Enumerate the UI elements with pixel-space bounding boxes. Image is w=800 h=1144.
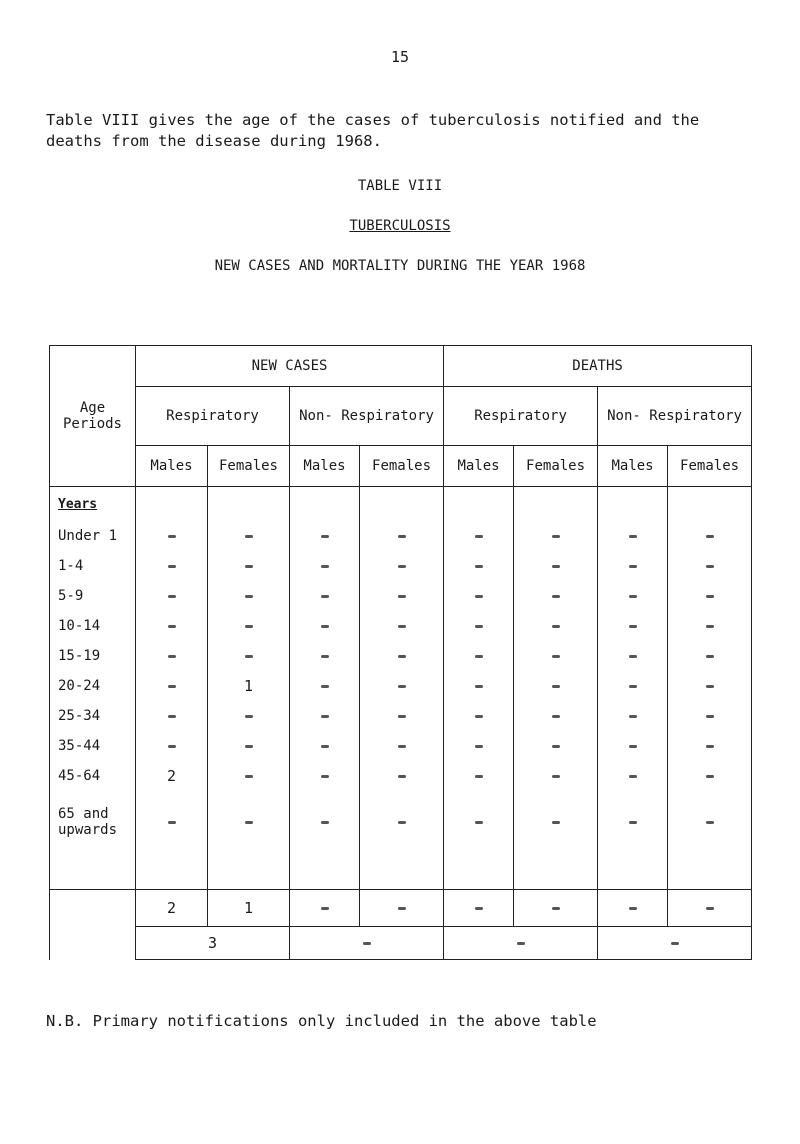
dash-mark [629,775,637,778]
value-cell [668,581,752,611]
value-cell: 1 [208,671,290,701]
value-cell [208,731,290,761]
table-subtitle: NEW CASES AND MORTALITY DURING THE YEAR 1968 [214,258,586,274]
value-cell [136,611,208,641]
age-period-cell: 10-14 [50,611,136,641]
females-header: Females [668,446,752,487]
value-cell [136,671,208,701]
value-cell [444,671,514,701]
age-period-cell: 35-44 [50,731,136,761]
dash-mark [398,775,406,778]
years-label: Years [58,497,98,512]
dash-mark [398,685,406,688]
dash-mark [629,745,637,748]
value-cell [290,611,360,641]
total-value-cell [598,890,668,927]
dash-mark [245,821,253,824]
dash-mark [168,745,176,748]
dash-mark [706,907,714,910]
new-cases-non-respiratory-header: Non- Respiratory [290,387,444,446]
dash-mark [629,821,637,824]
value-cell [444,731,514,761]
value-cell [514,581,598,611]
males-header: Males [598,446,668,487]
total-value-cell [514,890,598,927]
table-row [50,701,752,731]
dash-mark [706,821,714,824]
value-cell [514,791,598,853]
value-cell [208,551,290,581]
females-header: Females [360,446,444,487]
dash-mark [629,655,637,658]
totals-by-sex-row [50,890,752,927]
value-cell [444,521,514,551]
males-header: Males [444,446,514,487]
dash-mark [245,715,253,718]
females-header: Females [514,446,598,487]
footnote: N.B. Primary notifications only included in the above table [46,1012,597,1030]
value-cell [290,521,360,551]
dash-mark [629,907,637,910]
combined-total-cell: 3 [136,927,290,960]
combined-total-cell [290,927,444,960]
dash-mark [398,595,406,598]
dash-mark [321,625,329,628]
dash-mark [475,745,483,748]
dash-mark [706,655,714,658]
value-cell [668,641,752,671]
total-value-cell [444,890,514,927]
dash-mark [475,625,483,628]
value-cell [136,581,208,611]
totals-combined-row [50,927,752,960]
value-cell [360,521,444,551]
dash-mark [398,907,406,910]
dash-mark [321,655,329,658]
value-cell [598,701,668,731]
dash-mark [629,565,637,568]
value-cell [208,701,290,731]
males-header: Males [136,446,208,487]
dash-mark [706,565,714,568]
dash-mark [475,685,483,688]
value-cell [208,611,290,641]
value-cell [290,641,360,671]
new-cases-respiratory-header: Respiratory [136,387,290,446]
value-cell [444,551,514,581]
dash-mark [475,821,483,824]
table-row [50,671,752,701]
value-cell [668,671,752,701]
value-cell [208,581,290,611]
dash-mark [475,715,483,718]
value-cell [208,521,290,551]
table-row [50,731,752,761]
value-cell [444,791,514,853]
age-period-cell: Under 1 [50,521,136,551]
dash-mark [629,685,637,688]
dash-mark [475,595,483,598]
dash-mark [552,685,560,688]
value-cell [290,581,360,611]
dash-mark [552,775,560,778]
value-cell [598,731,668,761]
value-cell [136,701,208,731]
dash-mark [552,715,560,718]
table-row [50,521,752,551]
age-period-cell: 5-9 [50,581,136,611]
value-cell [514,731,598,761]
dash-mark [552,595,560,598]
dash-mark [398,715,406,718]
dash-mark [168,685,176,688]
dash-mark [398,535,406,538]
age-period-cell: 25-34 [50,701,136,731]
value-cell [360,791,444,853]
dash-mark [245,625,253,628]
dash-mark [168,821,176,824]
dash-mark [475,535,483,538]
dash-mark [706,595,714,598]
dash-mark [363,942,371,945]
males-header: Males [290,446,360,487]
value-cell [136,731,208,761]
table-row [50,641,752,671]
value-cell [598,641,668,671]
dash-mark [168,565,176,568]
dash-mark [398,745,406,748]
value-cell [208,641,290,671]
value-cell [598,671,668,701]
dash-mark [517,942,525,945]
value-cell [514,701,598,731]
data-rows [50,521,752,853]
value-cell [136,551,208,581]
table-row [50,611,752,641]
value-cell [598,611,668,641]
dash-mark [398,625,406,628]
dash-mark [398,565,406,568]
value-cell [360,731,444,761]
combined-total-cell [444,927,598,960]
age-period-cell: 65 and upwards [50,791,136,853]
value-cell [136,641,208,671]
dash-mark [398,821,406,824]
dash-mark [552,625,560,628]
value-cell [514,641,598,671]
dash-mark [321,907,329,910]
table-title: TABLE VIII [357,178,443,194]
value-cell [360,641,444,671]
deaths-header: DEATHS [444,346,752,387]
dash-mark [245,535,253,538]
dash-mark [321,745,329,748]
table-row [50,761,752,791]
total-value-cell: 2 [136,890,208,927]
total-value-cell [360,890,444,927]
dash-mark [706,625,714,628]
dash-mark [552,565,560,568]
dash-mark [321,821,329,824]
age-period-cell: 1-4 [50,551,136,581]
dash-mark [706,715,714,718]
dash-mark [168,655,176,658]
value-cell [668,551,752,581]
value-cell [290,791,360,853]
value-cell [668,791,752,853]
dash-mark [475,655,483,658]
value-cell [598,521,668,551]
value-cell [208,761,290,791]
years-label-cell [50,487,136,522]
dash-mark [552,535,560,538]
value-cell [444,641,514,671]
dash-mark [552,907,560,910]
dash-mark [706,775,714,778]
value-cell: 2 [136,761,208,791]
value-cell [360,671,444,701]
value-cell [668,701,752,731]
dash-mark [706,745,714,748]
dash-mark [629,595,637,598]
value-cell [668,761,752,791]
total-value-cell [668,890,752,927]
value-cell [668,521,752,551]
dash-mark [245,565,253,568]
dash-mark [321,685,329,688]
value-cell [290,551,360,581]
dash-mark [321,565,329,568]
value-cell [136,521,208,551]
age-period-cell: 20-24 [50,671,136,701]
dash-mark [475,775,483,778]
dash-mark [245,775,253,778]
value-cell [360,611,444,641]
value-cell [290,671,360,701]
table-subject: TUBERCULOSIS [349,218,451,234]
dash-mark [168,625,176,628]
total-value-cell [290,890,360,927]
dash-mark [475,565,483,568]
value-cell [136,791,208,853]
dash-mark [552,655,560,658]
intro-paragraph: Table VIII gives the age of the cases of tuberculosis notified and the deaths from the disease during 1968. [46,111,700,150]
value-cell [514,551,598,581]
value-cell [598,791,668,853]
dash-mark [706,685,714,688]
value-cell [444,581,514,611]
deaths-non-respiratory-header: Non- Respiratory [598,387,752,446]
new-cases-header: NEW CASES [136,346,444,387]
dash-mark [475,907,483,910]
value-cell [360,761,444,791]
value-cell [668,731,752,761]
table-row [50,551,752,581]
table-row [50,581,752,611]
value-cell [514,611,598,641]
page-number: 15 [390,48,410,66]
dash-mark [321,535,329,538]
value-cell [598,581,668,611]
dash-mark [671,942,679,945]
dash-mark [245,595,253,598]
age-period-cell: 45-64 [50,761,136,791]
value-cell [360,701,444,731]
dash-mark [706,535,714,538]
dash-mark [321,595,329,598]
deaths-respiratory-header: Respiratory [444,387,598,446]
dash-mark [321,775,329,778]
females-header: Females [208,446,290,487]
dash-mark [245,745,253,748]
value-cell [514,761,598,791]
dash-mark [629,625,637,628]
tuberculosis-table [49,345,752,960]
value-cell [208,791,290,853]
totals-label-cell [50,890,136,960]
table-row [50,791,752,853]
dash-mark [168,595,176,598]
dash-mark [168,715,176,718]
value-cell [444,611,514,641]
dash-mark [552,745,560,748]
age-period-cell: 15-19 [50,641,136,671]
age-periods-header: Age Periods [50,346,136,487]
value-cell [514,521,598,551]
value-cell [668,611,752,641]
value-cell [290,731,360,761]
total-value-cell: 1 [208,890,290,927]
combined-total-cell [598,927,752,960]
dash-mark [168,535,176,538]
dash-mark [629,535,637,538]
dash-mark [629,715,637,718]
value-cell [444,701,514,731]
value-cell [290,761,360,791]
value-cell [598,551,668,581]
value-cell [598,761,668,791]
dash-mark [398,655,406,658]
value-cell [290,701,360,731]
value-cell [514,671,598,701]
dash-mark [552,821,560,824]
dash-mark [321,715,329,718]
value-cell [360,551,444,581]
value-cell [444,761,514,791]
value-cell [360,581,444,611]
dash-mark [245,655,253,658]
